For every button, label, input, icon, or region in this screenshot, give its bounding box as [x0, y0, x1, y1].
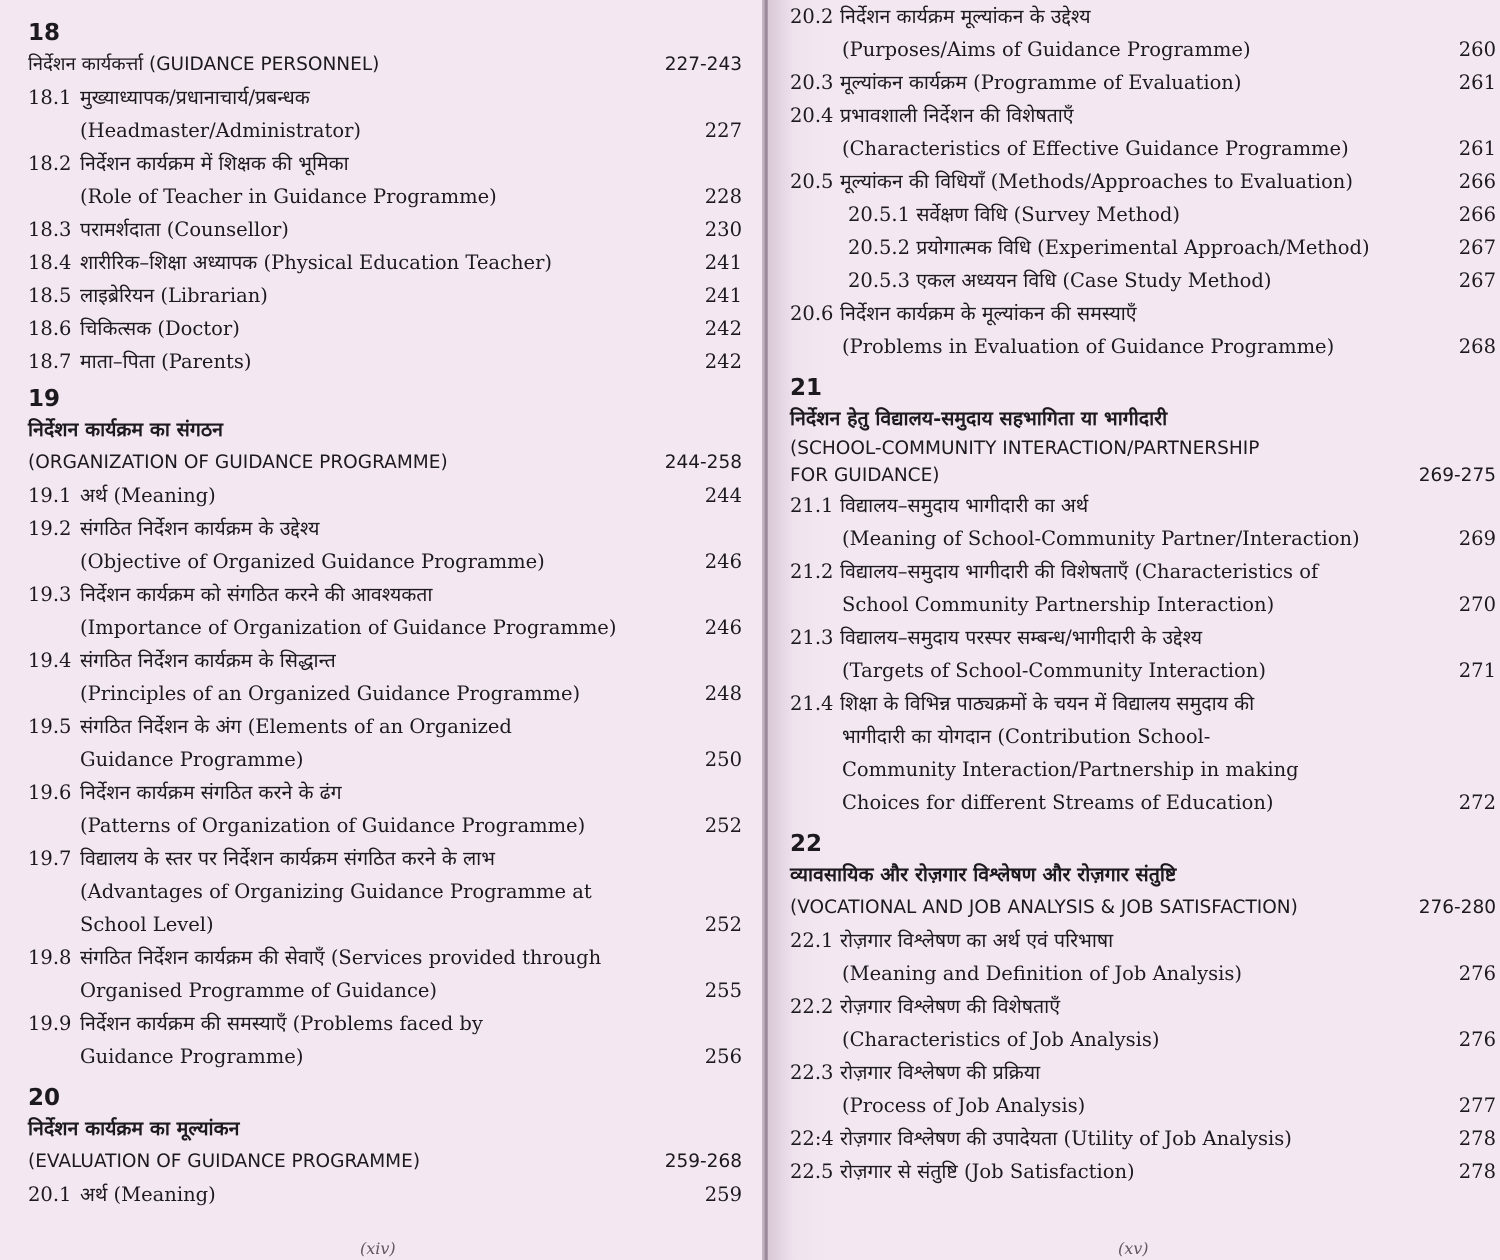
entry-number: 19.2 [28, 517, 72, 540]
entry-page: 278 [1458, 1127, 1496, 1150]
toc-entry-19-6-b [28, 809, 742, 842]
entry-english: (Characteristics of Job Analysis) [842, 1028, 1160, 1051]
entry-number: 19.8 [28, 946, 72, 969]
entry-text: 20.5.2 प्रयोगात्मक विधि (Experimental Approach/Method) [848, 236, 1370, 259]
right-page [768, 0, 1500, 1260]
entry-hindi: संगठित निर्देशन कार्यक्रम के सिद्धान्त [80, 649, 336, 672]
entry-hindi: निर्देशन कार्यक्रम संगठित करने के ढंग [80, 781, 342, 804]
toc-entry-19-9-b [28, 1040, 742, 1073]
entry-hindi: रोज़गार विश्लेषण की प्रक्रिया [840, 1061, 1041, 1084]
entry-number: 19.9 [28, 1012, 72, 1035]
entry-number: 20.5 [790, 170, 834, 193]
toc-entry-21-4-b [790, 720, 1496, 753]
entry-number: 21.3 [790, 626, 834, 649]
entry-english: (Principles of an Organized Guidance Programme) [80, 682, 581, 705]
entry-page: 266 [1458, 203, 1496, 226]
entry-page: 252 [704, 814, 742, 837]
entry-number: 22.5 [790, 1160, 834, 1183]
chapter-18-title-row [28, 48, 742, 81]
entry-number: 18.6 [28, 317, 72, 340]
entry-page: 256 [704, 1045, 742, 1068]
toc-entry-21-3-b [790, 654, 1496, 687]
toc-entry-21-2-a [790, 555, 1496, 588]
toc-entry-22-2-a [790, 990, 1496, 1023]
toc-entry-18-2-a [28, 147, 742, 180]
toc-entry-19-7-c [28, 908, 742, 941]
entry-line-2: भागीदारी का योगदान (Contribution School- [842, 725, 1211, 748]
toc-entry-19-2-a [28, 512, 742, 545]
toc-entry-18-1-b [28, 114, 742, 147]
entry-number: 19.1 [28, 484, 72, 507]
entry-page: 261 [1458, 137, 1496, 160]
entry-hindi: मुख्याध्यापक/प्रधानाचार्य/प्रबन्धक [80, 86, 310, 109]
chapter-18-pages: 227-243 [664, 54, 742, 75]
page-footer-left: (xiv) [360, 1239, 396, 1258]
toc-entry-19-7-a [28, 842, 742, 875]
entry-english: (Objective of Organized Guidance Programme) [80, 550, 545, 573]
entry-page: 276 [1458, 962, 1496, 985]
entry-english-cont: School Level) [80, 913, 214, 936]
entry-hindi: प्रभावशाली निर्देशन की विशेषताएँ [840, 104, 1074, 127]
entry-hindi: संगठित निर्देशन के अंग (Elements of an Organized [80, 715, 512, 738]
toc-entry-21-4-c [790, 753, 1496, 786]
toc-entry-20-2-a [790, 0, 1496, 33]
toc-entry-22-5 [790, 1155, 1496, 1188]
entry-number: 19.7 [28, 847, 72, 870]
entry-page: 227 [704, 119, 742, 142]
entry-page: 267 [1458, 269, 1496, 292]
page-footer-right: (xv) [1118, 1239, 1149, 1258]
entry-page: 255 [704, 979, 742, 1002]
toc-entry-19-2-b [28, 545, 742, 578]
entry-page: 230 [704, 218, 742, 241]
entry-number: 22.2 [790, 995, 834, 1018]
toc-entry-18-6 [28, 312, 742, 345]
entry-english: (Headmaster/Administrator) [80, 119, 362, 142]
entry-page: 241 [704, 251, 742, 274]
entry-english: (Patterns of Organization of Guidance Programme) [80, 814, 586, 837]
toc-entry-19-8-a [28, 941, 742, 974]
entry-number: 19.5 [28, 715, 72, 738]
entry-page: 246 [704, 550, 742, 573]
toc-entry-19-8-b [28, 974, 742, 1007]
entry-page: 248 [704, 682, 742, 705]
entry-number: 22.1 [790, 929, 834, 952]
chapter-22-title-row [790, 891, 1496, 924]
entry-number: 21.1 [790, 494, 834, 517]
entry-number: 21.2 [790, 560, 834, 583]
entry-hindi: रोज़गार विश्लेषण की विशेषताएँ [840, 995, 1061, 1018]
chapter-21-title-hindi: निर्देशन हेतु विद्यालय-समुदाय सहभागिता या भागीदारी [790, 407, 1168, 430]
entry-hindi: निर्देशन कार्यक्रम की समस्याएँ (Problems faced by [80, 1012, 483, 1035]
entry-text: 20.5.1 सर्वेक्षण विधि (Survey Method) [848, 203, 1181, 226]
entry-text: शारीरिक–शिक्षा अध्यापक (Physical Education Teacher) [80, 251, 553, 274]
toc-entry-20-3 [790, 66, 1496, 99]
toc-entry-20-6-a [790, 297, 1496, 330]
entry-page: 276 [1458, 1028, 1496, 1051]
toc-entry-20-4-a [790, 99, 1496, 132]
entry-english: (Meaning and Definition of Job Analysis) [842, 962, 1242, 985]
toc-entry-20-6-b [790, 330, 1496, 363]
entry-page: 252 [704, 913, 742, 936]
entry-text: लाइब्रेरियन (Librarian) [80, 284, 268, 307]
toc-entry-20-5-1 [790, 198, 1496, 231]
entry-number: 18.4 [28, 251, 72, 274]
toc-entry-18-3 [28, 213, 742, 246]
toc-entry-21-4-a [790, 687, 1496, 720]
entry-page: 260 [1458, 38, 1496, 61]
chapter-19-title-row [28, 446, 742, 479]
chapter-21-number: 21 [790, 375, 823, 401]
chapter-22-title-english: (VOCATIONAL AND JOB ANALYSIS & JOB SATISFACTION) [790, 897, 1298, 918]
toc-entry-18-7 [28, 345, 742, 378]
entry-hindi: निर्देशन कार्यक्रम को संगठित करने की आवश्यकता [80, 583, 433, 606]
toc-entry-18-2-b [28, 180, 742, 213]
chapter-22-number: 22 [790, 831, 823, 857]
entry-page: 246 [704, 616, 742, 639]
entry-english: (Advantages of Organizing Guidance Programme at [80, 880, 592, 903]
entry-page: 270 [1458, 593, 1496, 616]
entry-line-4: Choices for different Streams of Education) [842, 791, 1274, 814]
toc-entry-20-2-b [790, 33, 1496, 66]
entry-number: 20.4 [790, 104, 834, 127]
toc-entry-19-5-a [28, 710, 742, 743]
toc-entry-21-1-b [790, 522, 1496, 555]
chapter-19-pages: 244-258 [664, 452, 742, 473]
entry-number: 20.1 [28, 1183, 72, 1206]
chapter-20-title-row [28, 1145, 742, 1178]
entry-number: 22:4 [790, 1127, 834, 1150]
entry-english: (Importance of Organization of Guidance Programme) [80, 616, 617, 639]
chapter-22-pages: 276-280 [1418, 897, 1496, 918]
toc-entry-19-7-b [28, 875, 742, 908]
chapter-20-pages: 259-268 [664, 1151, 742, 1172]
toc-entry-19-4-a [28, 644, 742, 677]
entry-page: 228 [704, 185, 742, 208]
toc-entry-18-1-a [28, 81, 742, 114]
entry-page: 242 [704, 317, 742, 340]
entry-text: माता–पिता (Parents) [80, 350, 252, 373]
entry-text: मूल्यांकन कार्यक्रम (Programme of Evaluation) [840, 71, 1242, 94]
entry-hindi: शिक्षा के विभिन्न पाठ्यक्रमों के चयन में विद्यालय समुदाय की [840, 692, 1255, 715]
entry-number: 22.3 [790, 1061, 834, 1084]
entry-number: 18.7 [28, 350, 72, 373]
chapter-20-number: 20 [28, 1085, 61, 1111]
toc-entry-21-1-a [790, 489, 1496, 522]
entry-page: 261 [1458, 71, 1496, 94]
toc-entry-22-2-b [790, 1023, 1496, 1056]
entry-hindi: निर्देशन कार्यक्रम मूल्यांकन के उद्देश्य [840, 5, 1091, 28]
entry-hindi: निर्देशन कार्यक्रम के मूल्यांकन की समस्याएँ [840, 302, 1137, 325]
entry-page: 278 [1458, 1160, 1496, 1183]
entry-hindi: विद्यालय–समुदाय परस्पर सम्बन्ध/भागीदारी के उद्देश्य [840, 626, 1203, 649]
entry-number: 18.5 [28, 284, 72, 307]
toc-entry-20-5-2 [790, 231, 1496, 264]
entry-english: (Problems in Evaluation of Guidance Programme) [842, 335, 1335, 358]
entry-hindi: संगठित निर्देशन कार्यक्रम के उद्देश्य [80, 517, 320, 540]
toc-entry-18-4 [28, 246, 742, 279]
entry-hindi: रोज़गार विश्लेषण का अर्थ एवं परिभाषा [840, 929, 1114, 952]
entry-page: 259 [704, 1183, 742, 1206]
entry-text: अर्थ (Meaning) [80, 1183, 216, 1206]
toc-entry-19-3-a [28, 578, 742, 611]
entry-text: अर्थ (Meaning) [80, 484, 216, 507]
toc-entry-20-4-b [790, 132, 1496, 165]
entry-page: 272 [1458, 791, 1496, 814]
entry-page: 269 [1458, 527, 1496, 550]
chapter-21-title-row [790, 462, 1496, 489]
entry-page: 242 [704, 350, 742, 373]
entry-page: 266 [1458, 170, 1496, 193]
entry-page: 267 [1458, 236, 1496, 259]
entry-text: मूल्यांकन की विधियाँ (Methods/Approaches to Evaluation) [840, 170, 1353, 193]
entry-page: 244 [704, 484, 742, 507]
toc-entry-22-1-b [790, 957, 1496, 990]
entry-hindi: विद्यालय–समुदाय भागीदारी का अर्थ [840, 494, 1089, 517]
toc-entry-19-1 [28, 479, 742, 512]
entry-page: 271 [1458, 659, 1496, 682]
entry-text: परामर्शदाता (Counsellor) [80, 218, 289, 241]
toc-entry-18-5 [28, 279, 742, 312]
toc-entry-19-9-a [28, 1007, 742, 1040]
entry-number: 18.2 [28, 152, 72, 175]
entry-hindi: संगठित निर्देशन कार्यक्रम की सेवाएँ (Services provided through [80, 946, 602, 969]
chapter-18-title: निर्देशन कार्यकर्त्ता (GUIDANCE PERSONNEL) [28, 54, 380, 75]
toc-entry-19-3-b [28, 611, 742, 644]
entry-hindi: विद्यालय के स्तर पर निर्देशन कार्यक्रम संगठित करने के लाभ [80, 847, 495, 870]
chapter-21-title-english-1: (SCHOOL-COMMUNITY INTERACTION/PARTNERSHIP [790, 438, 1260, 459]
toc-entry-19-6-a [28, 776, 742, 809]
entry-english: Guidance Programme) [80, 1045, 304, 1068]
entry-english: (Targets of School-Community Interaction) [842, 659, 1266, 682]
entry-english: Guidance Programme) [80, 748, 304, 771]
toc-entry-20-1 [28, 1178, 742, 1211]
entry-text: रोज़गार विश्लेषण की उपादेयता (Utility of Job Analysis) [840, 1127, 1292, 1150]
entry-number: 18.1 [28, 86, 72, 109]
toc-entry-22-4 [790, 1122, 1496, 1155]
toc-entry-22-1-a [790, 924, 1496, 957]
entry-english: (Characteristics of Effective Guidance Programme) [842, 137, 1349, 160]
toc-entry-22-3-b [790, 1089, 1496, 1122]
chapter-19-title-hindi: निर्देशन कार्यक्रम का संगठन [28, 418, 223, 441]
toc-entry-19-5-b [28, 743, 742, 776]
entry-english: Organised Programme of Guidance) [80, 979, 438, 1002]
chapter-18-number: 18 [28, 20, 61, 46]
entry-page: 250 [704, 748, 742, 771]
chapter-19-title-english: (ORGANIZATION OF GUIDANCE PROGRAMME) [28, 452, 448, 473]
entry-number: 20.2 [790, 5, 834, 28]
entry-line-3: Community Interaction/Partnership in making [842, 758, 1299, 781]
chapter-19-number: 19 [28, 386, 61, 412]
entry-number: 19.4 [28, 649, 72, 672]
entry-number: 19.6 [28, 781, 72, 804]
entry-number: 20.6 [790, 302, 834, 325]
entry-english: (Meaning of School-Community Partner/Interaction) [842, 527, 1360, 550]
entry-hindi: विद्यालय–समुदाय भागीदारी की विशेषताएँ (Characteristics of [840, 560, 1319, 583]
entry-english: School Community Partnership Interaction) [842, 593, 1275, 616]
entry-page: 277 [1458, 1094, 1496, 1117]
entry-page: 268 [1458, 335, 1496, 358]
entry-text: चिकित्सक (Doctor) [80, 317, 240, 340]
chapter-20-title-english: (EVALUATION OF GUIDANCE PROGRAMME) [28, 1151, 421, 1172]
chapter-21-pages: 269-275 [1418, 465, 1496, 486]
toc-entry-21-4-d [790, 786, 1496, 819]
entry-number: 21.4 [790, 692, 834, 715]
toc-entry-20-5-3 [790, 264, 1496, 297]
chapter-22-title-hindi: व्यावसायिक और रोज़गार विश्लेषण और रोज़गार संतुष्टि [790, 863, 1177, 886]
entry-number: 19.3 [28, 583, 72, 606]
entry-page: 241 [704, 284, 742, 307]
chapter-20-title-hindi: निर्देशन कार्यक्रम का मूल्यांकन [28, 1117, 240, 1140]
toc-entry-19-4-b [28, 677, 742, 710]
entry-text: रोज़गार से संतुष्टि (Job Satisfaction) [840, 1160, 1135, 1183]
entry-english: (Process of Job Analysis) [842, 1094, 1086, 1117]
entry-hindi: निर्देशन कार्यक्रम में शिक्षक की भूमिका [80, 152, 349, 175]
entry-number: 18.3 [28, 218, 72, 241]
toc-entry-21-3-a [790, 621, 1496, 654]
toc-entry-21-2-b [790, 588, 1496, 621]
entry-english: (Role of Teacher in Guidance Programme) [80, 185, 497, 208]
entry-english: (Purposes/Aims of Guidance Programme) [842, 38, 1251, 61]
entry-number: 20.3 [790, 71, 834, 94]
entry-text: 20.5.3 एकल अध्ययन विधि (Case Study Method) [848, 269, 1272, 292]
toc-entry-20-5 [790, 165, 1496, 198]
toc-entry-22-3-a [790, 1056, 1496, 1089]
chapter-21-title-english-2: FOR GUIDANCE) [790, 465, 940, 486]
